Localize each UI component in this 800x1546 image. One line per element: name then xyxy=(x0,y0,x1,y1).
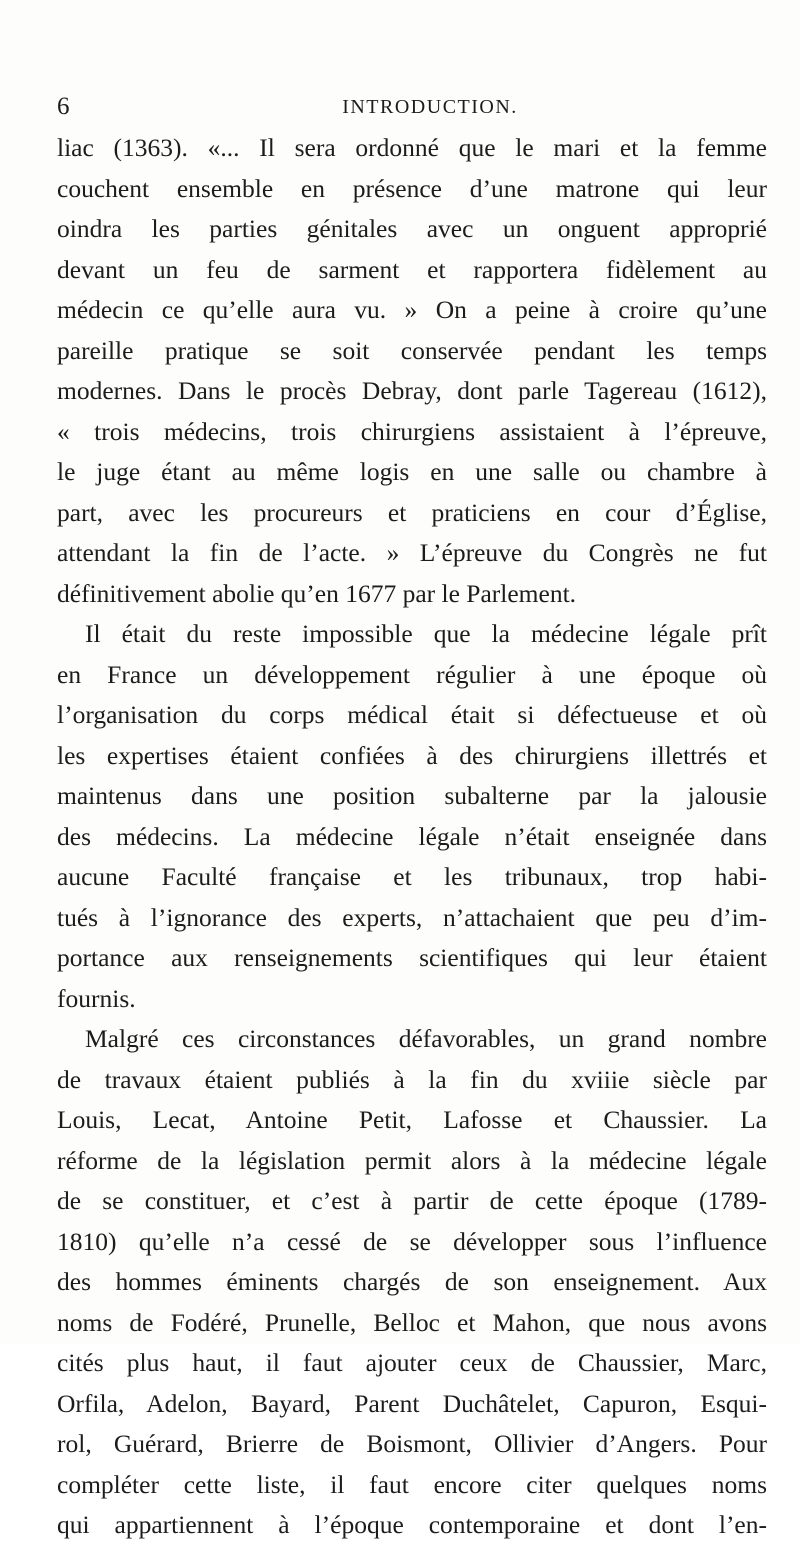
text-line: le juge étant au même logis en une salle ou chambre à xyxy=(57,457,767,486)
text-line: devant un feu de sarment et rapportera fidèlement au xyxy=(57,254,767,284)
text-line: « trois médecins, trois chirurgiens assistaient à l’épreuve, xyxy=(57,416,767,446)
text-line: réforme de la législation permit alors à la médecine légale xyxy=(57,1145,767,1175)
text-line: Louis, Lecat, Antoine Petit, Lafosse et Chaussier. La xyxy=(57,1105,767,1134)
text-line: couchent ensemble en présence d’une matrone qui leur xyxy=(57,173,767,203)
text-line: définitivement abolie qu’en 1677 par le Parlement. xyxy=(57,578,577,608)
text-line: modernes. Dans le procès Debray, dont parle Tagereau (1612), xyxy=(57,376,767,405)
paragraph-start-line: Il était du reste impossible que la médecine légale prît xyxy=(85,619,767,648)
text-line: compléter cette liste, il faut encore citer quelques noms xyxy=(57,1469,767,1499)
text-line: en France un développement régulier à une époque où xyxy=(57,659,767,689)
body-text xyxy=(57,128,767,1546)
text-line: oindra les parties génitales avec un onguent approprié xyxy=(57,214,767,243)
text-line: rol, Guérard, Brierre de Boismont, Ollivier d’Angers. Pour xyxy=(57,1429,767,1458)
text-line: noms de Fodéré, Prunelle, Belloc et Mahon, que nous avons xyxy=(57,1307,767,1337)
text-line: aucune Faculté française et les tribunaux, trop habi- xyxy=(57,862,767,891)
text-line: 1810) qu’elle n’a cessé de se développer sous l’influence xyxy=(57,1226,767,1256)
text-line: part, avec les procureurs et praticiens en cour d’Église, xyxy=(57,497,767,527)
running-head xyxy=(57,92,767,122)
text-line: médecin ce qu’elle aura vu. » On a peine à croire qu’une xyxy=(57,295,767,324)
text-line: pareille pratique se soit conservée pendant les temps xyxy=(57,335,767,365)
text-line: Orfila, Adelon, Bayard, Parent Duchâtelet, Capuron, Esqui- xyxy=(57,1388,767,1418)
running-title: INTRODUCTION. xyxy=(342,96,518,118)
text-line: de se constituer, et c’est à partir de cette époque (1789- xyxy=(57,1186,767,1215)
text-line: cités plus haut, il faut ajouter ceux de Chaussier, Marc, xyxy=(57,1348,767,1377)
text-line: attendant la fin de l’acte. » L’épreuve du Congrès ne fut xyxy=(57,538,767,567)
paragraph-start-line: Malgré ces circonstances défavorables, un grand nombre xyxy=(85,1024,767,1053)
text-line: qui appartiennent à l’époque contemporaine et dont l’en- xyxy=(57,1510,767,1539)
text-line: maintenus dans une position subalterne par la jalousie xyxy=(57,781,767,810)
text-line: les expertises étaient confiées à des chirurgiens illettrés et xyxy=(57,740,767,770)
text-line: l’organisation du corps médical était si défectueuse et où xyxy=(57,700,767,729)
text-line: des hommes éminents chargés de son enseignement. Aux xyxy=(57,1267,767,1296)
text-line: portance aux renseignements scientifiques qui leur étaient xyxy=(57,943,767,972)
page-number: 6 xyxy=(57,93,70,120)
text-line: de travaux étaient publiés à la fin du xviiie siècle par xyxy=(57,1064,767,1094)
text-line: des médecins. La médecine légale n’était enseignée dans xyxy=(57,821,767,851)
text-line: fournis. xyxy=(57,983,136,1013)
text-line: liac (1363). «... Il sera ordonné que le mari et la femme xyxy=(57,133,767,162)
text-line: tués à l’ignorance des experts, n’attachaient que peu d’im- xyxy=(57,902,767,932)
